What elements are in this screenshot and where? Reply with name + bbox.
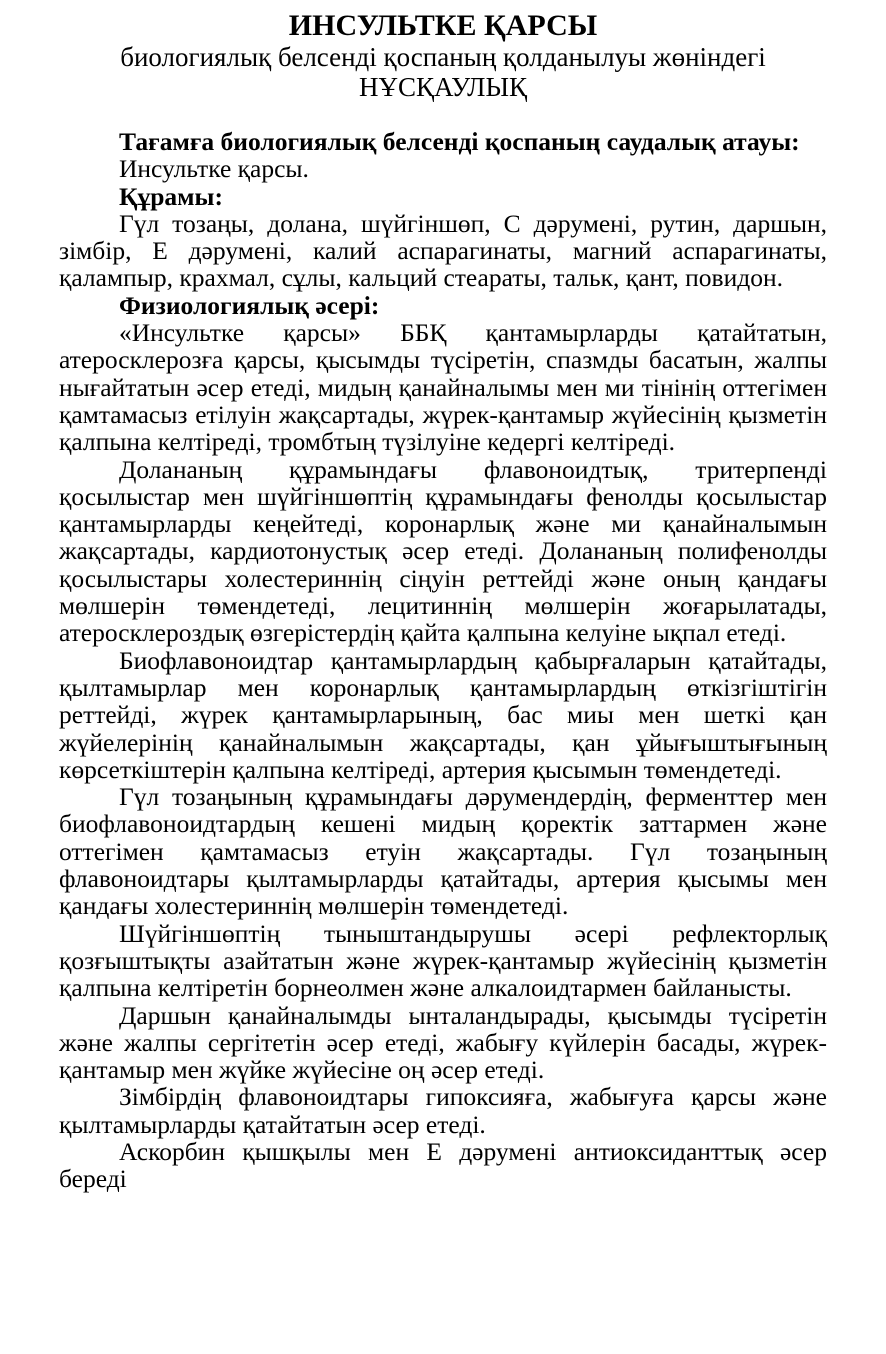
document-subtitle: биологиялық белсенді қоспаның қолданылуы жөніндегі	[120, 42, 766, 72]
section-heading-composition: Құрамы:	[119, 181, 223, 211]
effect-paragraph: Долананың құрамындағы флавоноидтық, тритерпенді қосылыстар мен шүйгіншөптің құрамындағы фенолды қосылыстар қантамырларды кеңейтеді, коронарлық және ми қанайналымын жақсартады, кардиотонустық әсер етеді. Долананың полифенолды қосылыстары холестериннің сіңуін реттейді және оның қандағы мөлшерін төмендетеді, лецитиннің мөлшерін жоғарылатады, атеросклероздық өзгерістердің қайта қалпына келуіне ықпал етеді.	[59, 454, 827, 648]
truncated-line: Аскорбин қышқылы мен Е дәрумені антиоксиданттық әсер береді	[59, 1136, 827, 1194]
document-body	[59, 127, 827, 1194]
trade-name-text: Инсультке қарсы.	[119, 154, 309, 184]
document-type: НҰСҚАУЛЫҚ	[358, 72, 528, 102]
effect-paragraph: Биофлавоноидтар қантамырлардың қабырғаларын қатайтады, қылтамырлар мен коронарлық қантамырлардың өткізгіштігін реттейді, жүрек қантамырларының, бас миы мен шеткі қан жүйелерінің қанайналымын жақсартады, қан ұйығыштығының көрсеткіштерін қалпына келтіреді, артерия қысымын төмендетеді.	[59, 645, 827, 784]
composition-text: Гүл тозаңы, долана, шүйгіншөп, С дәрумені, рутин, даршын, зімбір, Е дәрумені, калий аспарагинаты, магний аспарагинаты, қалампыр, крахмал, сұлы, кальций стеараты, тальк, қант, повидон.	[59, 208, 827, 293]
section-heading-physiological-effect: Физиологиялық әсері:	[119, 290, 380, 320]
effect-paragraph: Даршын қанайналымды ынталандырады, қысымды түсіретін және жалпы сергітетін әсер етеді, жабығу күйлерін басады, жүрек-қантамыр мен жүйке жүйесіне оң әсер етеді.	[59, 1000, 827, 1085]
effect-paragraph: Гүл тозаңының құрамындағы дәрумендердің, ферменттер мен биофлавоноидтардың кешені мидың қоректік заттармен және оттегімен қамтамасыз етуін жақсартады. Гүл тозаңының флавоноидтары қылтамырларды қатайтады, артерия қысымы мен қандағы холестериннің мөлшерін төмендетеді.	[59, 782, 827, 921]
document-title: ИНСУЛЬТКЕ ҚАРСЫ	[288, 9, 598, 42]
effect-paragraph: Шүйгіншөптің тыныштандырушы әсері рефлекторлық қозғыштықты азайтатын және жүрек-қантамыр жүйесінің қызметін қалпына келтіретін борнеолмен және алкалоидтармен байланысты.	[59, 918, 827, 1003]
effect-paragraph: «Инсультке қарсы» ББҚ қантамырларды қатайтатын, атеросклерозға қарсы, қысымды түсіретін, спазмды басатын, жалпы нығайтатын әсер етеді, мидың қанайналымы мен ми тінінің оттегімен қамтамасыз етілуін жақсартады, жүрек-қантамыр жүйесінің қызметін қалпына келтіреді, тромбтың түзілуіне кедергі келтіреді.	[59, 318, 827, 457]
effect-paragraph: Зімбірдің флавоноидтары гипоксияға, жабығуға қарсы және қылтамырларды қатайтатын әсер етеді.	[59, 1082, 827, 1139]
document-page	[59, 9, 827, 1194]
section-heading-trade-name: Тағамға биологиялық белсенді қоспаның саудалық атауы:	[119, 127, 800, 156]
